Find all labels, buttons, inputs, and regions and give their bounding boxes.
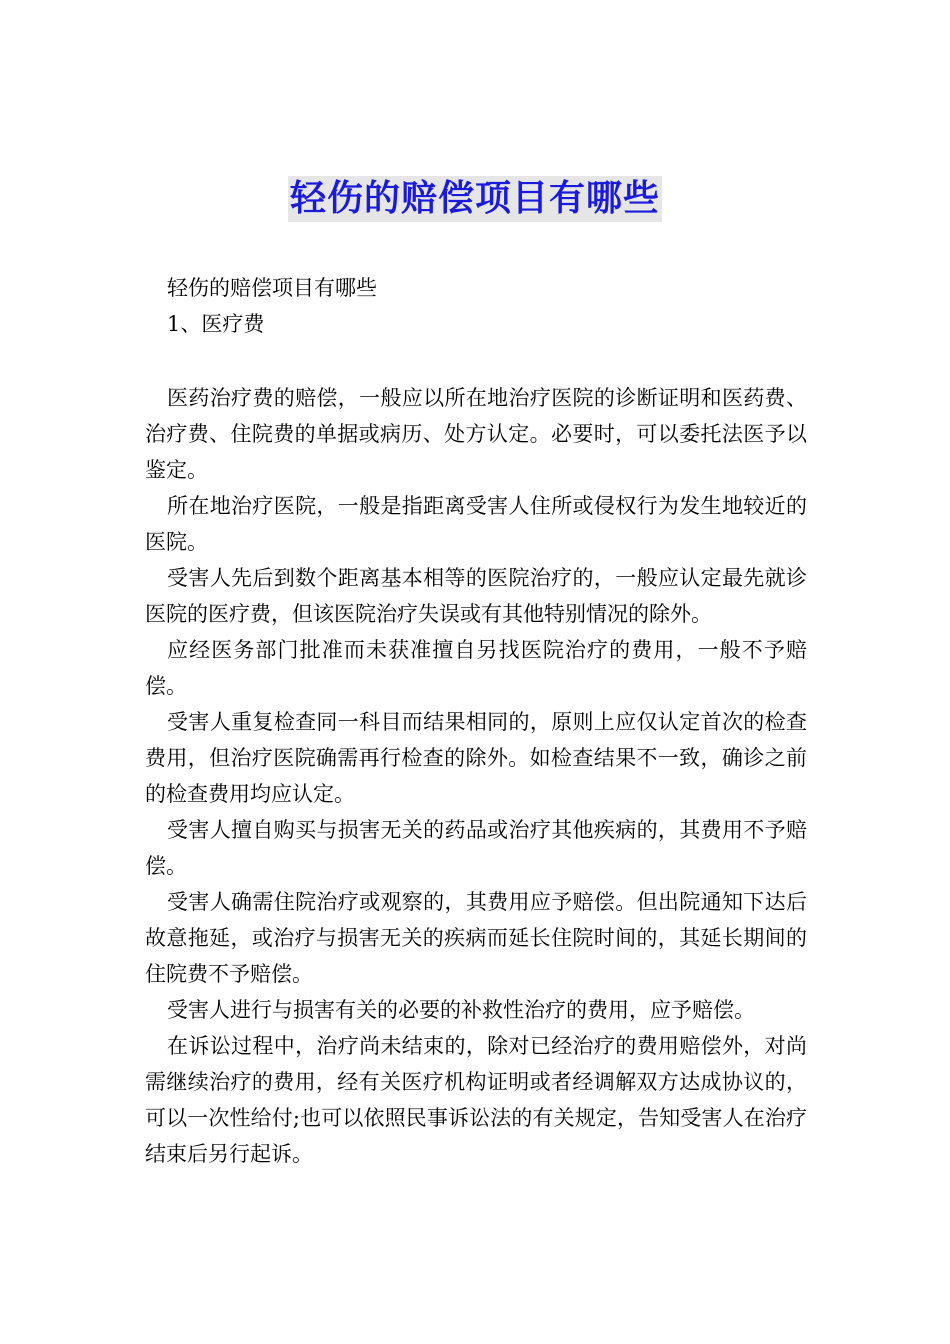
- paragraph: 医药治疗费的赔偿，一般应以所在地治疗医院的诊断证明和医药费、治疗费、住院费的单据或病历、处方认定。必要时，可以委托法医予以鉴定。: [145, 386, 807, 482]
- document-title: 轻伤的赔偿项目有哪些: [288, 176, 662, 222]
- paragraph: 受害人擅自购买与损害无关的药品或治疗其他疾病的，其费用不予赔偿。: [145, 818, 807, 878]
- paragraph: 受害人先后到数个距离基本相等的医院治疗的，一般应认定最先就诊医院的医疗费，但该医院治疗失误或有其他特别情况的除外。: [145, 566, 807, 626]
- document-subtitle: 轻伤的赔偿项目有哪些: [167, 276, 377, 300]
- title-container: [0, 176, 950, 222]
- paragraph: 在诉讼过程中，治疗尚未结束的，除对已经治疗的费用赔偿外，对尚需继续治疗的费用，经有关医疗机构证明或者经调解双方达成协议的，可以一次性给付;也可以依照民事诉讼法的有关规定，告知受害人在治疗结束后另行起诉。: [145, 1034, 807, 1166]
- document-body: [145, 270, 807, 1172]
- paragraph: 受害人重复检查同一科目而结果相同的，原则上应仅认定首次的检查费用，但治疗医院确需再行检查的除外。如检查结果不一致，确诊之前的检查费用均应认定。: [145, 710, 807, 806]
- paragraph: 受害人进行与损害有关的必要的补救性治疗的费用，应予赔偿。: [167, 998, 755, 1022]
- paragraph: 应经医务部门批准而未获准擅自另找医院治疗的费用，一般不予赔偿。: [145, 638, 807, 698]
- section-heading: 1、医疗费: [167, 312, 265, 336]
- paragraph: 受害人确需住院治疗或观察的，其费用应予赔偿。但出院通知下达后故意拖延，或治疗与损害无关的疾病而延长住院时间的，其延长期间的住院费不予赔偿。: [145, 890, 807, 986]
- paragraph: 所在地治疗医院，一般是指距离受害人住所或侵权行为发生地较近的医院。: [145, 494, 807, 554]
- paragraph-spacer: [145, 342, 807, 380]
